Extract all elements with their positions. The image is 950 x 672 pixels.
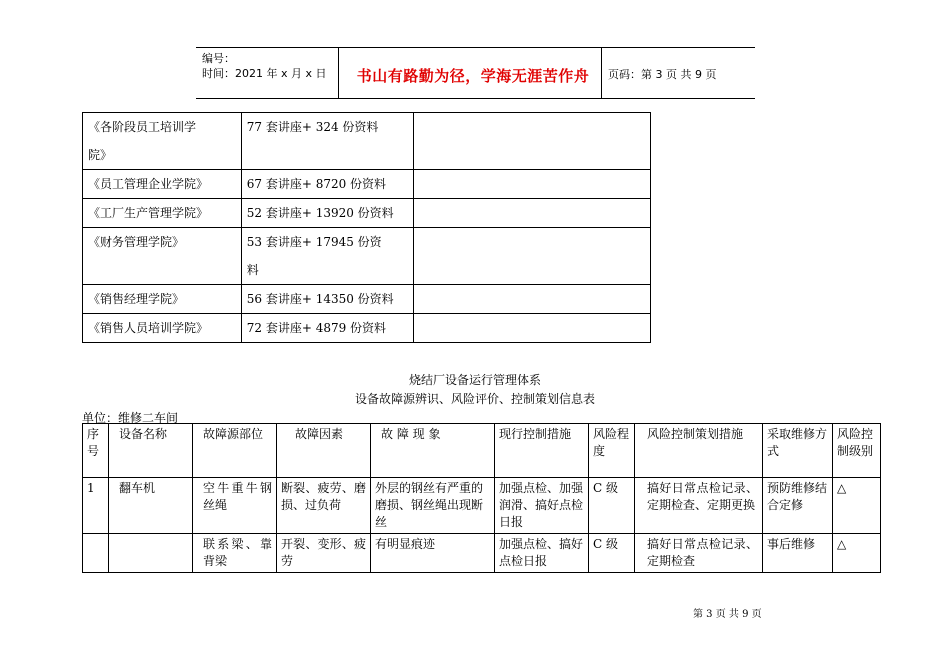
risk-level: C 级 xyxy=(589,478,635,534)
fault-factor: 断裂、疲劳、磨损、过负荷 xyxy=(277,478,371,534)
resource-empty xyxy=(414,228,651,285)
risk-control-level: △ xyxy=(833,534,881,573)
header-divider xyxy=(338,48,339,98)
resource-empty xyxy=(414,170,651,199)
table-row xyxy=(83,170,651,199)
header-cell: 风险控制级别 xyxy=(833,424,881,478)
header-cell: 故障因素 xyxy=(277,424,371,478)
resource-empty xyxy=(414,199,651,228)
header-cell: 采取维修方式 xyxy=(763,424,833,478)
table-row xyxy=(83,285,651,314)
header-cell: 序号 xyxy=(83,424,109,478)
resource-empty xyxy=(414,113,651,170)
resource-name: 《员工管理企业学院》 xyxy=(83,170,242,199)
resource-count: 77 套讲座+ 324 份资料 xyxy=(241,113,414,170)
resource-empty xyxy=(414,314,651,343)
header-page-number: 页码：第 3 页 共 9 页 xyxy=(608,68,717,81)
document-number-label: 编号： xyxy=(202,52,235,65)
table-row xyxy=(83,534,881,573)
header-cell: 风险控制策划措施 xyxy=(635,424,763,478)
resource-count: 52 套讲座+ 13920 份资料 xyxy=(241,199,414,228)
risk-control-level: △ xyxy=(833,478,881,534)
row-number: 1 xyxy=(83,478,109,534)
resource-count: 53 套讲座+ 17945 份资 料 xyxy=(241,228,414,285)
table-row xyxy=(83,314,651,343)
unit-label: 单位： xyxy=(82,411,119,425)
fault-symptom: 有明显痕迹 xyxy=(371,534,495,573)
header-cell: 故 障 现 象 xyxy=(371,424,495,478)
table-row xyxy=(83,113,651,170)
current-control: 加强点检、搞好点检日报 xyxy=(495,534,589,573)
document-date: 时间：2021 年 x 月 x 日 xyxy=(202,67,327,80)
header-divider xyxy=(601,48,602,98)
header-motto: 书山有路勤为径，学海无涯苦作舟 xyxy=(356,67,590,85)
unit-value: 维修二车间 xyxy=(118,411,179,425)
resource-name: 《各阶段员工培训学 院》 xyxy=(83,113,242,170)
resource-name: 《工厂生产管理学院》 xyxy=(83,199,242,228)
table-header-row xyxy=(83,424,881,478)
control-plan: 搞好日常点检记录、定期检查、定期更换 xyxy=(635,478,763,534)
equipment-name xyxy=(109,534,193,573)
resource-name: 《销售人员培训学院》 xyxy=(83,314,242,343)
header-cell: 现行控制措施 xyxy=(495,424,589,478)
resource-empty xyxy=(414,285,651,314)
table-row xyxy=(83,478,881,534)
document-subtitle: 设备故障源辨识、风险评价、控制策划信息表 xyxy=(354,392,595,406)
fault-location: 空牛重牛钢丝绳 xyxy=(193,478,277,534)
control-plan: 搞好日常点检记录、定期检查 xyxy=(635,534,763,573)
header-cell: 设备名称 xyxy=(109,424,193,478)
table-row xyxy=(83,199,651,228)
resource-table xyxy=(82,112,651,343)
header-cell: 风险程度 xyxy=(589,424,635,478)
fault-symptom: 外层的钢丝有严重的磨损、钢丝绳出现断丝 xyxy=(371,478,495,534)
maintenance-mode: 事后维修 xyxy=(763,534,833,573)
row-number xyxy=(83,534,109,573)
equipment-name: 翻车机 xyxy=(109,478,193,534)
document-title: 烧结厂设备运行管理体系 xyxy=(408,373,541,387)
risk-level: C 级 xyxy=(589,534,635,573)
risk-table xyxy=(82,423,881,573)
resource-count: 67 套讲座+ 8720 份资料 xyxy=(241,170,414,199)
page-footer: 第 3 页 共 9 页 xyxy=(693,609,762,620)
current-control: 加强点检、加强润滑、搞好点检日报 xyxy=(495,478,589,534)
maintenance-mode: 预防维修结合定修 xyxy=(763,478,833,534)
resource-count: 72 套讲座+ 4879 份资料 xyxy=(241,314,414,343)
fault-location: 联系梁、靠背梁 xyxy=(193,534,277,573)
resource-count: 56 套讲座+ 14350 份资料 xyxy=(241,285,414,314)
fault-factor: 开裂、变形、疲劳 xyxy=(277,534,371,573)
header-meta xyxy=(202,51,327,81)
header-cell: 故障源部位 xyxy=(193,424,277,478)
page-header xyxy=(196,47,755,99)
resource-name: 《销售经理学院》 xyxy=(83,285,242,314)
resource-name: 《财务管理学院》 xyxy=(83,228,242,285)
table-row xyxy=(83,228,651,285)
